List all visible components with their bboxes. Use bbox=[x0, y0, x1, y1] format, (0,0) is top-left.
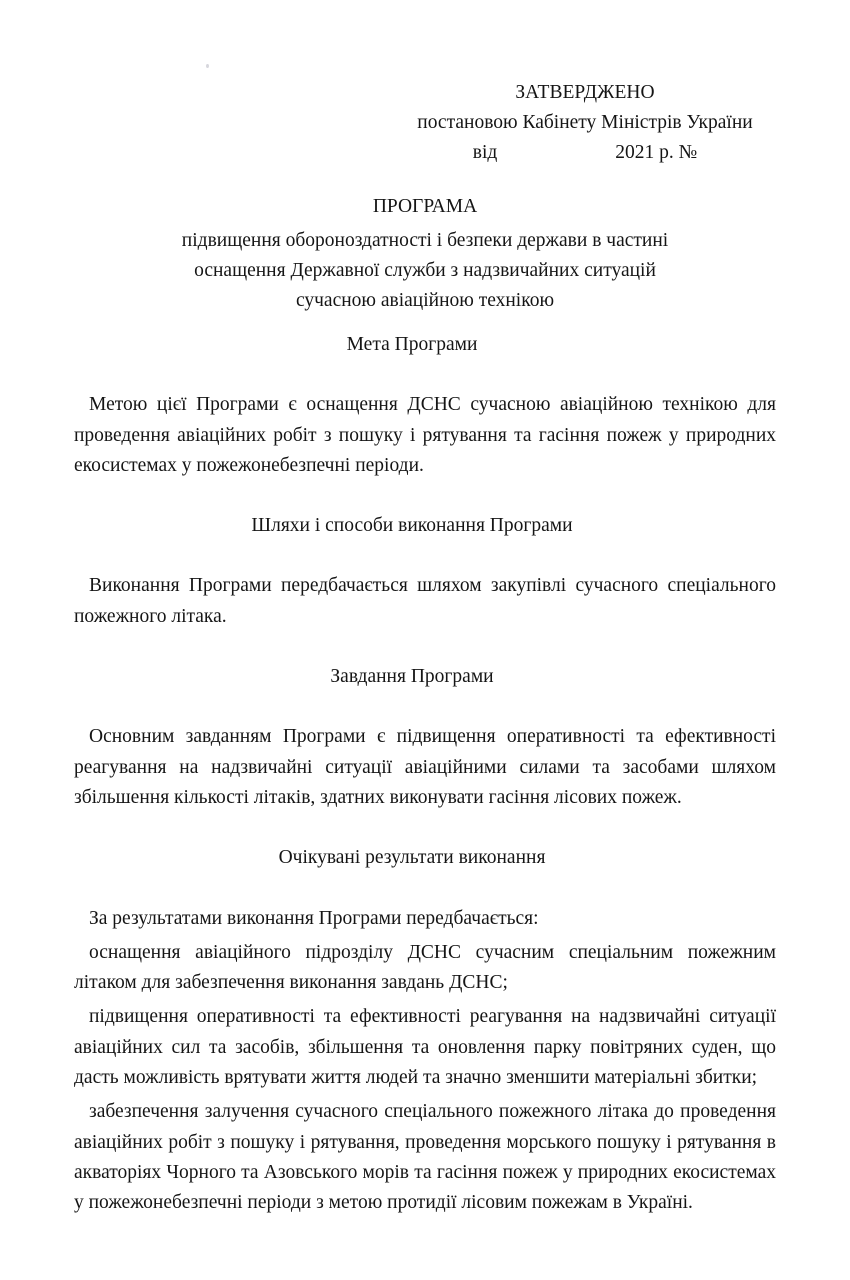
document-title-line-3: сучасною авіаційною технікою bbox=[295, 290, 555, 311]
spacer bbox=[74, 692, 776, 722]
results-item-2: підвищення оперативності та ефективності реагування на надзвичайні ситуації авіаційних сил та засобів, збільшення та оновлення парку повітряних суден, що дасть можливість врятувати життя людей та значно зменшити матеріальні збитки; bbox=[74, 1006, 776, 1089]
approval-authority: постановою Кабінету Міністрів України bbox=[417, 112, 753, 133]
document-title-line-1: підвищення обороноздатності і безпеки держави в частині bbox=[181, 230, 669, 251]
spacer bbox=[74, 874, 776, 904]
results-item-1: оснащення авіаційного підрозділу ДСНС сучасним спеціальним пожежним літаком для забезпечення виконання завдань ДСНС; bbox=[74, 941, 776, 994]
section-heading-tasks: Завдання Програми bbox=[330, 666, 494, 688]
section-paragraph-purpose: Метою цієї Програми є оснащення ДСНС сучасною авіаційною технікою для проведення авіаційних робіт з пошуку і рятування та гасіння пожеж у природних екосистемах у пожежонебезпечні періоди. bbox=[74, 394, 776, 476]
spacer bbox=[74, 481, 776, 511]
approval-header-block bbox=[396, 78, 774, 168]
document-kind: ПРОГРАМА bbox=[372, 196, 478, 217]
scan-artifact-speck bbox=[206, 64, 209, 68]
spacer bbox=[74, 813, 776, 843]
section-paragraph-tasks: Основним завданням Програми є підвищення оперативності та ефективності реагування на надзвичайні ситуації авіаційними силами та засобами шляхом збільшення кількості літаків, здатних виконувати гасіння лісових пожеж. bbox=[74, 726, 776, 808]
document-title-block bbox=[74, 192, 776, 316]
approval-date-line bbox=[396, 138, 774, 168]
section-heading-purpose: Мета Програми bbox=[346, 334, 478, 355]
spacer bbox=[74, 541, 776, 571]
section-heading-ways: Шляхи і способи виконання Програми bbox=[251, 515, 573, 537]
results-item-3: забезпечення залучення сучасного спеціального пожежного літака до проведення авіаційних робіт з пошуку і рятування, проведення морського пошуку і рятування в акваторіях Чорного та Азовського морів та гасіння пожеж у природних екосистемах у пожежонебезпечні періоди з метою протидії лісовим пожежам в Україні. bbox=[74, 1101, 776, 1214]
approval-stamp: ЗАТВЕРДЖЕНО bbox=[515, 82, 655, 103]
results-lead-paragraph: За результатами виконання Програми передбачається: bbox=[89, 907, 539, 929]
approval-date-from-label: від bbox=[472, 142, 498, 163]
spacer bbox=[74, 360, 776, 390]
document-body bbox=[74, 330, 776, 1219]
document-title-line-2: оснащення Державної служби з надзвичайних ситуацій bbox=[194, 260, 656, 281]
section-heading-results: Очікувані результати виконання bbox=[278, 847, 546, 869]
approval-date-year: 2021 р. № bbox=[615, 142, 698, 163]
spacer bbox=[74, 632, 776, 662]
section-paragraph-ways: Виконання Програми передбачається шляхом закупівлі сучасного спеціального пожежного літака. bbox=[74, 575, 776, 627]
